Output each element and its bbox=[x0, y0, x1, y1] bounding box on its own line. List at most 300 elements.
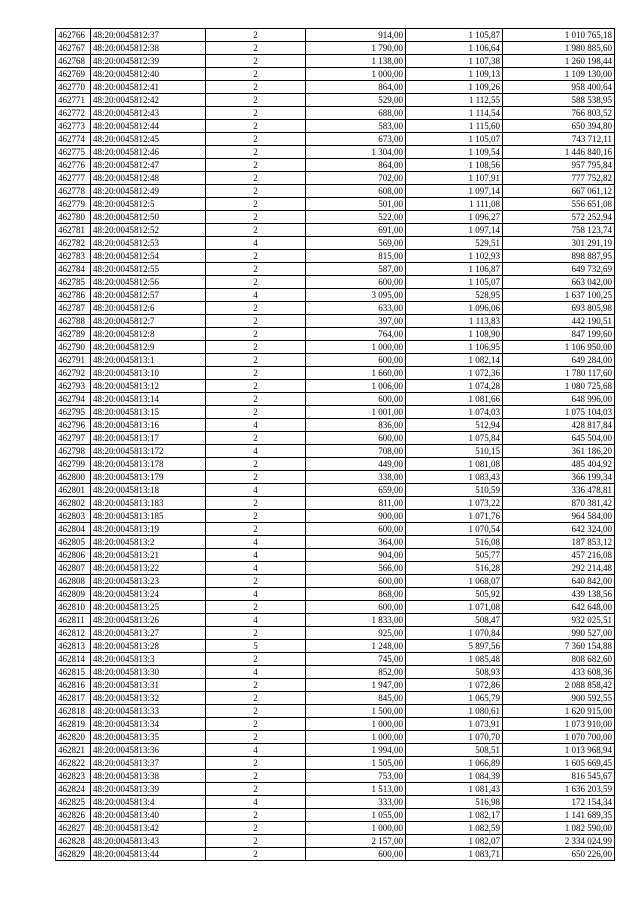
cadastral-value-cell: 1 980 885,60 bbox=[503, 42, 615, 55]
row-number-cell: 462789 bbox=[56, 328, 91, 341]
category-code-cell: 2 bbox=[206, 211, 306, 224]
specific-value-cell: 1 115,60 bbox=[406, 120, 503, 133]
cadastral-number-cell: 48:20:0045812:47 bbox=[91, 159, 206, 172]
table-row bbox=[56, 250, 615, 263]
cadastral-value-cell: 990 527,00 bbox=[503, 627, 615, 640]
table-row bbox=[56, 380, 615, 393]
cadastral-value-cell: 366 199,34 bbox=[503, 471, 615, 484]
category-code-cell: 4 bbox=[206, 588, 306, 601]
table-row bbox=[56, 120, 615, 133]
row-number-cell: 462796 bbox=[56, 419, 91, 432]
area-cell: 583,00 bbox=[306, 120, 406, 133]
specific-value-cell: 1 111,08 bbox=[406, 198, 503, 211]
area-cell: 1 947,00 bbox=[306, 679, 406, 692]
row-number-cell: 462775 bbox=[56, 146, 91, 159]
cadastral-number-cell: 48:20:0045813:22 bbox=[91, 562, 206, 575]
category-code-cell: 2 bbox=[206, 731, 306, 744]
category-code-cell: 5 bbox=[206, 640, 306, 653]
table-row bbox=[56, 471, 615, 484]
specific-value-cell: 1 070,70 bbox=[406, 731, 503, 744]
area-cell: 338,00 bbox=[306, 471, 406, 484]
cadastral-value-cell: 361 186,20 bbox=[503, 445, 615, 458]
row-number-cell: 462792 bbox=[56, 367, 91, 380]
area-cell: 1 660,00 bbox=[306, 367, 406, 380]
cadastral-value-cell: 336 478,81 bbox=[503, 484, 615, 497]
row-number-cell: 462786 bbox=[56, 289, 91, 302]
area-cell: 1 000,00 bbox=[306, 718, 406, 731]
table-row bbox=[56, 55, 615, 68]
area-cell: 815,00 bbox=[306, 250, 406, 263]
category-code-cell: 2 bbox=[206, 250, 306, 263]
specific-value-cell: 1 096,06 bbox=[406, 302, 503, 315]
cadastral-value-cell: 640 842,00 bbox=[503, 575, 615, 588]
cadastral-number-cell: 48:20:0045813:40 bbox=[91, 809, 206, 822]
row-number-cell: 462810 bbox=[56, 601, 91, 614]
row-number-cell: 462798 bbox=[56, 445, 91, 458]
cadastral-number-cell: 48:20:0045812:37 bbox=[91, 29, 206, 42]
category-code-cell: 4 bbox=[206, 562, 306, 575]
area-cell: 566,00 bbox=[306, 562, 406, 575]
row-number-cell: 462788 bbox=[56, 315, 91, 328]
category-code-cell: 2 bbox=[206, 510, 306, 523]
table-row bbox=[56, 133, 615, 146]
specific-value-cell: 510,59 bbox=[406, 484, 503, 497]
category-code-cell: 2 bbox=[206, 835, 306, 848]
specific-value-cell: 1 073,22 bbox=[406, 497, 503, 510]
cadastral-value-cell: 1 010 765,18 bbox=[503, 29, 615, 42]
table-row bbox=[56, 328, 615, 341]
category-code-cell: 4 bbox=[206, 796, 306, 809]
cadastral-number-cell: 48:20:0045813:1 bbox=[91, 354, 206, 367]
category-code-cell: 4 bbox=[206, 666, 306, 679]
cadastral-number-cell: 48:20:0045813:35 bbox=[91, 731, 206, 744]
specific-value-cell: 1 072,86 bbox=[406, 679, 503, 692]
cadastral-number-cell: 48:20:0045812:53 bbox=[91, 237, 206, 250]
cadastral-value-cell: 572 252,94 bbox=[503, 211, 615, 224]
specific-value-cell: 508,47 bbox=[406, 614, 503, 627]
row-number-cell: 462782 bbox=[56, 237, 91, 250]
category-code-cell: 2 bbox=[206, 809, 306, 822]
area-cell: 1 513,00 bbox=[306, 783, 406, 796]
row-number-cell: 462768 bbox=[56, 55, 91, 68]
cadastral-value-cell: 187 853,12 bbox=[503, 536, 615, 549]
cadastral-number-cell: 48:20:0045813:36 bbox=[91, 744, 206, 757]
specific-value-cell: 1 082,59 bbox=[406, 822, 503, 835]
cadastral-number-cell: 48:20:0045813:24 bbox=[91, 588, 206, 601]
cadastral-value-cell: 777 752,82 bbox=[503, 172, 615, 185]
row-number-cell: 462813 bbox=[56, 640, 91, 653]
cadastral-value-cell: 1 446 840,16 bbox=[503, 146, 615, 159]
cadastral-value-cell: 556 651,08 bbox=[503, 198, 615, 211]
category-code-cell: 2 bbox=[206, 627, 306, 640]
table-row bbox=[56, 315, 615, 328]
cadastral-number-cell: 48:20:0045813:172 bbox=[91, 445, 206, 458]
cadastral-number-cell: 48:20:0045812:54 bbox=[91, 250, 206, 263]
row-number-cell: 462811 bbox=[56, 614, 91, 627]
area-cell: 587,00 bbox=[306, 263, 406, 276]
cadastral-number-cell: 48:20:0045813:19 bbox=[91, 523, 206, 536]
row-number-cell: 462809 bbox=[56, 588, 91, 601]
specific-value-cell: 1 081,66 bbox=[406, 393, 503, 406]
cadastral-number-cell: 48:20:0045813:28 bbox=[91, 640, 206, 653]
category-code-cell: 2 bbox=[206, 263, 306, 276]
specific-value-cell: 1 074,03 bbox=[406, 406, 503, 419]
row-number-cell: 462785 bbox=[56, 276, 91, 289]
cadastral-value-cell: 693 805,98 bbox=[503, 302, 615, 315]
cadastral-value-cell: 1 637 100,25 bbox=[503, 289, 615, 302]
cadastral-value-cell: 663 042,00 bbox=[503, 276, 615, 289]
cadastral-number-cell: 48:20:0045813:16 bbox=[91, 419, 206, 432]
table-row bbox=[56, 94, 615, 107]
table-row bbox=[56, 224, 615, 237]
specific-value-cell: 516,98 bbox=[406, 796, 503, 809]
specific-value-cell: 1 096,27 bbox=[406, 211, 503, 224]
row-number-cell: 462799 bbox=[56, 458, 91, 471]
cadastral-value-cell: 7 360 154,88 bbox=[503, 640, 615, 653]
specific-value-cell: 1 109,54 bbox=[406, 146, 503, 159]
specific-value-cell: 1 075,84 bbox=[406, 432, 503, 445]
category-code-cell: 2 bbox=[206, 42, 306, 55]
cadastral-number-cell: 48:20:0045813:43 bbox=[91, 835, 206, 848]
cadastral-value-cell: 1 780 117,60 bbox=[503, 367, 615, 380]
row-number-cell: 462797 bbox=[56, 432, 91, 445]
specific-value-cell: 1 107,91 bbox=[406, 172, 503, 185]
category-code-cell: 2 bbox=[206, 276, 306, 289]
cadastral-number-cell: 48:20:0045812:39 bbox=[91, 55, 206, 68]
category-code-cell: 2 bbox=[206, 406, 306, 419]
row-number-cell: 462767 bbox=[56, 42, 91, 55]
specific-value-cell: 1 072,36 bbox=[406, 367, 503, 380]
table-row bbox=[56, 549, 615, 562]
table-row bbox=[56, 367, 615, 380]
category-code-cell: 2 bbox=[206, 328, 306, 341]
cadastral-value-cell: 1 080 725,68 bbox=[503, 380, 615, 393]
cadastral-value-cell: 648 996,00 bbox=[503, 393, 615, 406]
row-number-cell: 462827 bbox=[56, 822, 91, 835]
category-code-cell: 2 bbox=[206, 692, 306, 705]
area-cell: 600,00 bbox=[306, 848, 406, 861]
area-cell: 449,00 bbox=[306, 458, 406, 471]
row-number-cell: 462801 bbox=[56, 484, 91, 497]
specific-value-cell: 1 097,14 bbox=[406, 185, 503, 198]
cadastral-value-cell: 649 732,69 bbox=[503, 263, 615, 276]
specific-value-cell: 510,15 bbox=[406, 445, 503, 458]
category-code-cell: 2 bbox=[206, 380, 306, 393]
row-number-cell: 462821 bbox=[56, 744, 91, 757]
row-number-cell: 462769 bbox=[56, 68, 91, 81]
specific-value-cell: 1 085,48 bbox=[406, 653, 503, 666]
cadastral-value-cell: 816 545,67 bbox=[503, 770, 615, 783]
row-number-cell: 462814 bbox=[56, 653, 91, 666]
row-number-cell: 462774 bbox=[56, 133, 91, 146]
specific-value-cell: 5 897,56 bbox=[406, 640, 503, 653]
cadastral-value-cell: 1 636 203,59 bbox=[503, 783, 615, 796]
row-number-cell: 462815 bbox=[56, 666, 91, 679]
cadastral-number-cell: 48:20:0045813:31 bbox=[91, 679, 206, 692]
area-cell: 673,00 bbox=[306, 133, 406, 146]
specific-value-cell: 1 065,79 bbox=[406, 692, 503, 705]
row-number-cell: 462816 bbox=[56, 679, 91, 692]
row-number-cell: 462806 bbox=[56, 549, 91, 562]
category-code-cell: 2 bbox=[206, 679, 306, 692]
category-code-cell: 2 bbox=[206, 471, 306, 484]
category-code-cell: 2 bbox=[206, 185, 306, 198]
category-code-cell: 2 bbox=[206, 367, 306, 380]
cadastral-value-cell: 650 226,00 bbox=[503, 848, 615, 861]
cadastral-value-cell: 442 190,51 bbox=[503, 315, 615, 328]
table-row bbox=[56, 198, 615, 211]
specific-value-cell: 1 068,07 bbox=[406, 575, 503, 588]
area-cell: 600,00 bbox=[306, 575, 406, 588]
row-number-cell: 462820 bbox=[56, 731, 91, 744]
cadastral-value-cell: 1 073 910,00 bbox=[503, 718, 615, 731]
area-cell: 836,00 bbox=[306, 419, 406, 432]
cadastral-value-cell: 808 682,60 bbox=[503, 653, 615, 666]
area-cell: 1 000,00 bbox=[306, 822, 406, 835]
specific-value-cell: 1 102,93 bbox=[406, 250, 503, 263]
specific-value-cell: 1 108,90 bbox=[406, 328, 503, 341]
specific-value-cell: 1 073,91 bbox=[406, 718, 503, 731]
cadastral-value-cell: 1 075 104,03 bbox=[503, 406, 615, 419]
area-cell: 702,00 bbox=[306, 172, 406, 185]
cadastral-number-cell: 48:20:0045813:4 bbox=[91, 796, 206, 809]
cadastral-number-cell: 48:20:0045813:26 bbox=[91, 614, 206, 627]
area-cell: 904,00 bbox=[306, 549, 406, 562]
specific-value-cell: 1 114,54 bbox=[406, 107, 503, 120]
area-cell: 1 000,00 bbox=[306, 731, 406, 744]
table-row bbox=[56, 536, 615, 549]
cadastral-value-cell: 1 070 700,00 bbox=[503, 731, 615, 744]
row-number-cell: 462790 bbox=[56, 341, 91, 354]
category-code-cell: 4 bbox=[206, 744, 306, 757]
row-number-cell: 462804 bbox=[56, 523, 91, 536]
cadastral-value-cell: 2 334 024,99 bbox=[503, 835, 615, 848]
cadastral-value-cell: 1 620 915,00 bbox=[503, 705, 615, 718]
table-row bbox=[56, 146, 615, 159]
category-code-cell: 2 bbox=[206, 822, 306, 835]
table-row bbox=[56, 341, 615, 354]
cadastral-number-cell: 48:20:0045813:17 bbox=[91, 432, 206, 445]
specific-value-cell: 1 080,61 bbox=[406, 705, 503, 718]
area-cell: 845,00 bbox=[306, 692, 406, 705]
cadastral-number-cell: 48:20:0045813:18 bbox=[91, 484, 206, 497]
table-row bbox=[56, 809, 615, 822]
row-number-cell: 462784 bbox=[56, 263, 91, 276]
specific-value-cell: 1 083,43 bbox=[406, 471, 503, 484]
cadastral-value-cell: 766 803,52 bbox=[503, 107, 615, 120]
cadastral-number-cell: 48:20:0045812:41 bbox=[91, 81, 206, 94]
category-code-cell: 2 bbox=[206, 68, 306, 81]
table-row bbox=[56, 458, 615, 471]
area-cell: 1 505,00 bbox=[306, 757, 406, 770]
area-cell: 914,00 bbox=[306, 29, 406, 42]
area-cell: 1 001,00 bbox=[306, 406, 406, 419]
row-number-cell: 462823 bbox=[56, 770, 91, 783]
table-row bbox=[56, 263, 615, 276]
row-number-cell: 462794 bbox=[56, 393, 91, 406]
table-row bbox=[56, 614, 615, 627]
cadastral-number-cell: 48:20:0045813:183 bbox=[91, 497, 206, 510]
cadastral-value-cell: 2 088 858,42 bbox=[503, 679, 615, 692]
specific-value-cell: 1 105,87 bbox=[406, 29, 503, 42]
specific-value-cell: 1 082,17 bbox=[406, 809, 503, 822]
table-row bbox=[56, 783, 615, 796]
table-row bbox=[56, 81, 615, 94]
table-row bbox=[56, 445, 615, 458]
cadastral-number-cell: 48:20:0045812:48 bbox=[91, 172, 206, 185]
table-row bbox=[56, 159, 615, 172]
specific-value-cell: 1 097,14 bbox=[406, 224, 503, 237]
table-row bbox=[56, 757, 615, 770]
specific-value-cell: 1 107,38 bbox=[406, 55, 503, 68]
category-code-cell: 2 bbox=[206, 341, 306, 354]
area-cell: 868,00 bbox=[306, 588, 406, 601]
category-code-cell: 4 bbox=[206, 419, 306, 432]
row-number-cell: 462800 bbox=[56, 471, 91, 484]
cadastral-number-cell: 48:20:0045812:45 bbox=[91, 133, 206, 146]
row-number-cell: 462771 bbox=[56, 94, 91, 107]
area-cell: 1 138,00 bbox=[306, 55, 406, 68]
cadastral-number-cell: 48:20:0045813:23 bbox=[91, 575, 206, 588]
specific-value-cell: 1 105,07 bbox=[406, 133, 503, 146]
category-code-cell: 2 bbox=[206, 432, 306, 445]
table-row bbox=[56, 562, 615, 575]
area-cell: 753,00 bbox=[306, 770, 406, 783]
specific-value-cell: 1 113,83 bbox=[406, 315, 503, 328]
table-row bbox=[56, 848, 615, 861]
cadastral-number-cell: 48:20:0045812:5 bbox=[91, 198, 206, 211]
table-row bbox=[56, 432, 615, 445]
category-code-cell: 2 bbox=[206, 718, 306, 731]
table-row bbox=[56, 705, 615, 718]
table-row bbox=[56, 484, 615, 497]
category-code-cell: 2 bbox=[206, 575, 306, 588]
cadastral-value-cell: 428 817,84 bbox=[503, 419, 615, 432]
table-row bbox=[56, 575, 615, 588]
cadastral-number-cell: 48:20:0045813:14 bbox=[91, 393, 206, 406]
row-number-cell: 462783 bbox=[56, 250, 91, 263]
table-row bbox=[56, 666, 615, 679]
area-cell: 1 790,00 bbox=[306, 42, 406, 55]
cadastral-number-cell: 48:20:0045812:38 bbox=[91, 42, 206, 55]
category-code-cell: 2 bbox=[206, 497, 306, 510]
cadastral-number-cell: 48:20:0045813:39 bbox=[91, 783, 206, 796]
cadastral-number-cell: 48:20:0045812:40 bbox=[91, 68, 206, 81]
area-cell: 900,00 bbox=[306, 510, 406, 523]
category-code-cell: 2 bbox=[206, 354, 306, 367]
category-code-cell: 4 bbox=[206, 289, 306, 302]
specific-value-cell: 1 082,14 bbox=[406, 354, 503, 367]
category-code-cell: 2 bbox=[206, 315, 306, 328]
area-cell: 1 994,00 bbox=[306, 744, 406, 757]
table-row bbox=[56, 770, 615, 783]
table-row bbox=[56, 718, 615, 731]
area-cell: 608,00 bbox=[306, 185, 406, 198]
cadastral-number-cell: 48:20:0045812:6 bbox=[91, 302, 206, 315]
category-code-cell: 2 bbox=[206, 224, 306, 237]
cadastral-value-cell: 642 648,00 bbox=[503, 601, 615, 614]
specific-value-cell: 1 105,07 bbox=[406, 276, 503, 289]
row-number-cell: 462829 bbox=[56, 848, 91, 861]
row-number-cell: 462826 bbox=[56, 809, 91, 822]
category-code-cell: 2 bbox=[206, 458, 306, 471]
cadastral-value-cell: 1 141 689,35 bbox=[503, 809, 615, 822]
table-body bbox=[56, 29, 615, 861]
cadastral-value-cell: 870 381,42 bbox=[503, 497, 615, 510]
cadastral-number-cell: 48:20:0045813:12 bbox=[91, 380, 206, 393]
category-code-cell: 2 bbox=[206, 146, 306, 159]
cadastral-value-cell: 292 214,48 bbox=[503, 562, 615, 575]
cadastral-value-cell: 1 106 950,00 bbox=[503, 341, 615, 354]
row-number-cell: 462793 bbox=[56, 380, 91, 393]
cadastral-number-cell: 48:20:0045813:25 bbox=[91, 601, 206, 614]
specific-value-cell: 1 106,87 bbox=[406, 263, 503, 276]
area-cell: 925,00 bbox=[306, 627, 406, 640]
area-cell: 501,00 bbox=[306, 198, 406, 211]
table-row bbox=[56, 640, 615, 653]
area-cell: 600,00 bbox=[306, 276, 406, 289]
cadastral-number-cell: 48:20:0045812:8 bbox=[91, 328, 206, 341]
cadastral-value-cell: 1 109 130,00 bbox=[503, 68, 615, 81]
cadastral-number-cell: 48:20:0045813:3 bbox=[91, 653, 206, 666]
category-code-cell: 2 bbox=[206, 107, 306, 120]
cadastral-value-cell: 649 284,00 bbox=[503, 354, 615, 367]
category-code-cell: 2 bbox=[206, 159, 306, 172]
cadastral-number-cell: 48:20:0045813:38 bbox=[91, 770, 206, 783]
specific-value-cell: 1 071,76 bbox=[406, 510, 503, 523]
table-row bbox=[56, 354, 615, 367]
row-number-cell: 462802 bbox=[56, 497, 91, 510]
category-code-cell: 2 bbox=[206, 94, 306, 107]
cadastral-number-cell: 48:20:0045813:33 bbox=[91, 705, 206, 718]
row-number-cell: 462781 bbox=[56, 224, 91, 237]
area-cell: 659,00 bbox=[306, 484, 406, 497]
table-row bbox=[56, 497, 615, 510]
area-cell: 600,00 bbox=[306, 523, 406, 536]
specific-value-cell: 1 071,08 bbox=[406, 601, 503, 614]
table-row bbox=[56, 393, 615, 406]
cadastral-value-cell: 964 584,00 bbox=[503, 510, 615, 523]
row-number-cell: 462822 bbox=[56, 757, 91, 770]
table-row bbox=[56, 42, 615, 55]
row-number-cell: 462766 bbox=[56, 29, 91, 42]
cadastral-number-cell: 48:20:0045813:44 bbox=[91, 848, 206, 861]
cadastral-number-cell: 48:20:0045813:15 bbox=[91, 406, 206, 419]
area-cell: 522,00 bbox=[306, 211, 406, 224]
category-code-cell: 4 bbox=[206, 614, 306, 627]
area-cell: 811,00 bbox=[306, 497, 406, 510]
row-number-cell: 462819 bbox=[56, 718, 91, 731]
specific-value-cell: 1 070,84 bbox=[406, 627, 503, 640]
table-row bbox=[56, 68, 615, 81]
cadastral-value-cell: 650 394,80 bbox=[503, 120, 615, 133]
cadastral-number-cell: 48:20:0045813:27 bbox=[91, 627, 206, 640]
table-row bbox=[56, 237, 615, 250]
row-number-cell: 462812 bbox=[56, 627, 91, 640]
specific-value-cell: 1 082,07 bbox=[406, 835, 503, 848]
row-number-cell: 462825 bbox=[56, 796, 91, 809]
area-cell: 764,00 bbox=[306, 328, 406, 341]
specific-value-cell: 1 070,54 bbox=[406, 523, 503, 536]
cadastral-value-cell: 645 504,00 bbox=[503, 432, 615, 445]
specific-value-cell: 512,94 bbox=[406, 419, 503, 432]
cadastral-value-cell: 642 324,00 bbox=[503, 523, 615, 536]
table-row bbox=[56, 523, 615, 536]
area-cell: 529,00 bbox=[306, 94, 406, 107]
specific-value-cell: 508,93 bbox=[406, 666, 503, 679]
cadastral-number-cell: 48:20:0045812:49 bbox=[91, 185, 206, 198]
area-cell: 633,00 bbox=[306, 302, 406, 315]
